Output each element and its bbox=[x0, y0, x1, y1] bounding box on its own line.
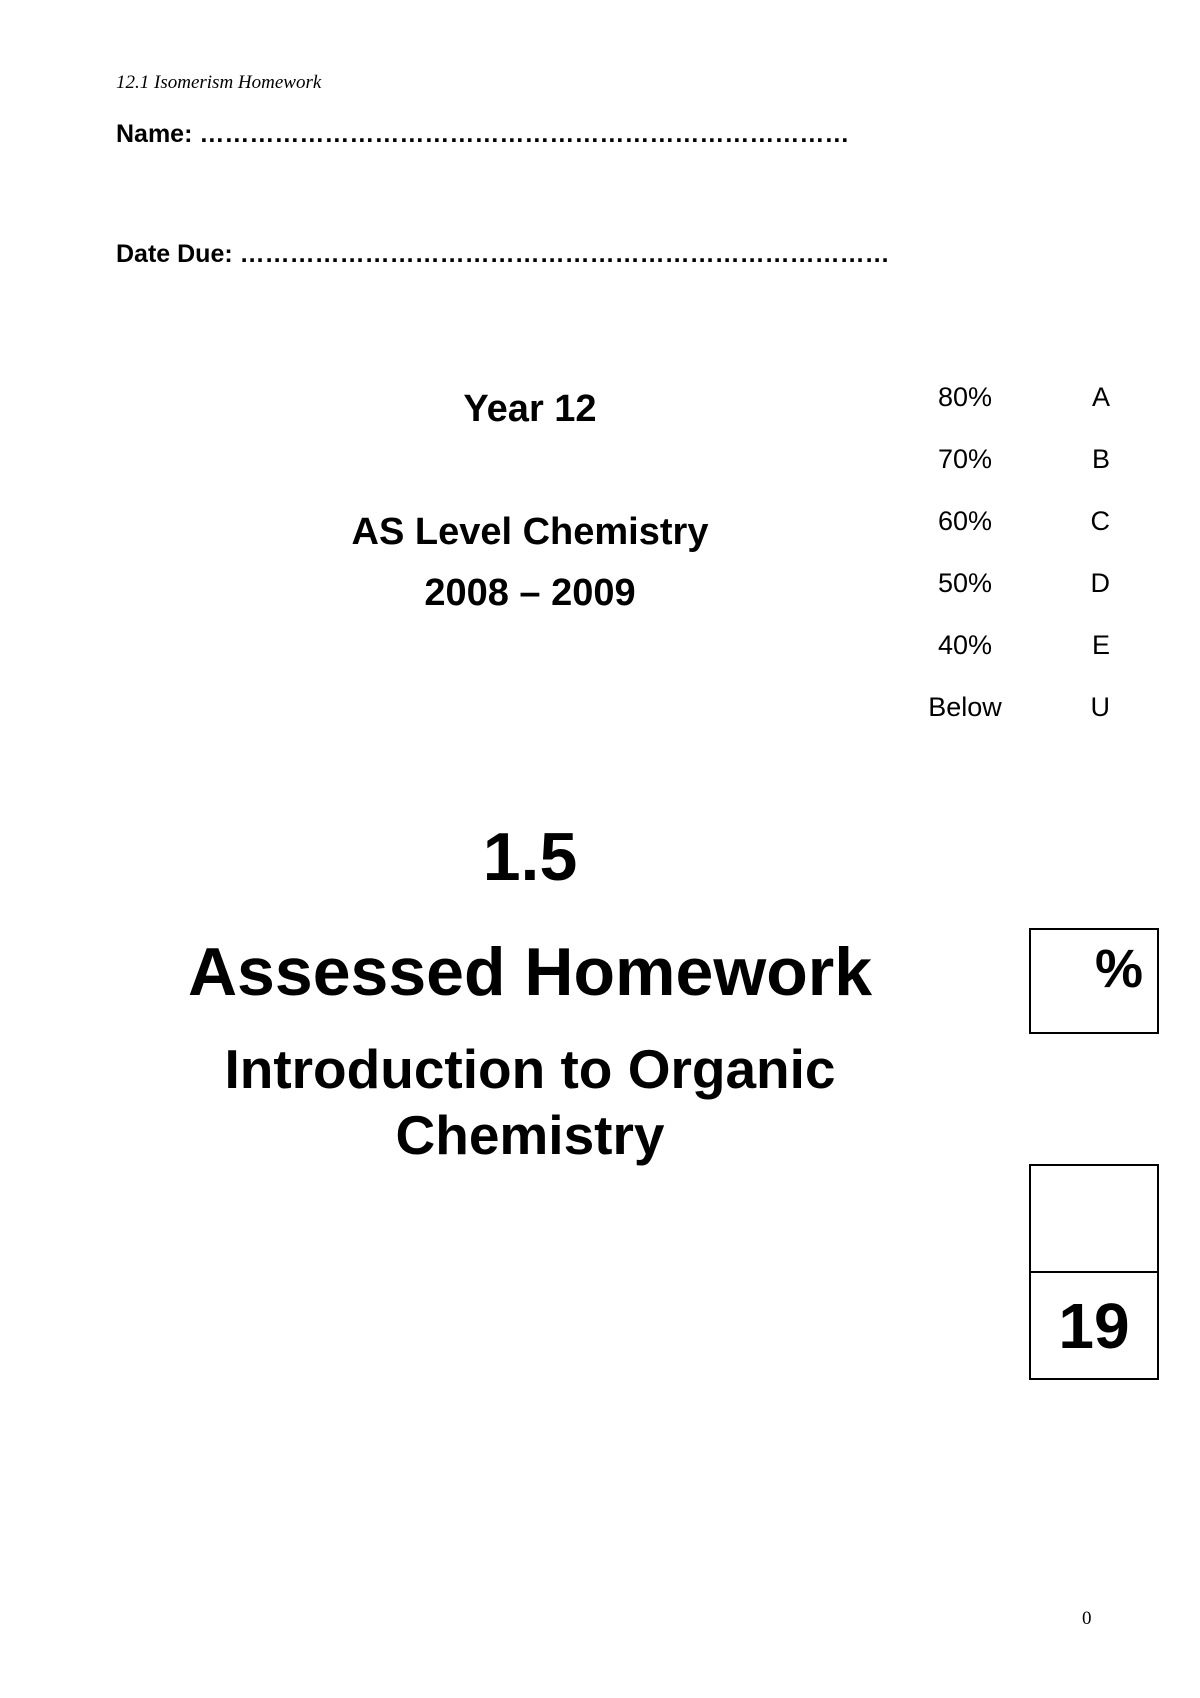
topic-line-1: Introduction to Organic bbox=[224, 1038, 836, 1100]
homework-number: 1.5 bbox=[482, 819, 578, 895]
grade-letter: U bbox=[1090, 692, 1110, 722]
grade-row bbox=[910, 630, 1110, 692]
total-marks: 19 bbox=[1058, 1289, 1130, 1362]
grade-row bbox=[910, 568, 1110, 630]
page-number: 0 bbox=[1082, 1608, 1092, 1629]
grade-percent: 60% bbox=[937, 506, 993, 536]
header-note: 12.1 Isomerism Homework bbox=[116, 72, 322, 93]
academic-year: 2008 – 2009 bbox=[424, 572, 636, 614]
score-box bbox=[1029, 1164, 1159, 1380]
grade-percent: 70% bbox=[937, 444, 993, 474]
grade-row bbox=[910, 382, 1110, 444]
grade-percent: 50% bbox=[937, 568, 993, 598]
grade-boundaries-table bbox=[910, 382, 1110, 754]
homework-title: Assessed Homework bbox=[187, 934, 873, 1010]
grade-percent: Below bbox=[928, 692, 1002, 722]
grade-percent: 80% bbox=[937, 382, 993, 412]
homework-topic bbox=[130, 1036, 930, 1168]
grade-row bbox=[910, 506, 1110, 568]
grade-letter: A bbox=[1091, 382, 1110, 412]
percent-box: % bbox=[1029, 928, 1159, 1034]
grade-letter: B bbox=[1091, 444, 1110, 474]
year-label: Year 12 bbox=[463, 388, 597, 430]
grade-letter: E bbox=[1091, 630, 1110, 660]
name-field: Name: …………………………………………………………………… bbox=[116, 120, 850, 148]
date-due-field: Date Due: …………………………………………………………………… bbox=[116, 240, 890, 268]
score-entry-cell bbox=[1031, 1166, 1157, 1273]
grade-letter: C bbox=[1090, 506, 1110, 536]
topic-line-2: Chemistry bbox=[395, 1104, 665, 1166]
grade-row bbox=[910, 692, 1110, 754]
grade-row bbox=[910, 444, 1110, 506]
grade-letter: D bbox=[1090, 568, 1110, 598]
course-title: AS Level Chemistry bbox=[351, 511, 709, 553]
grade-percent: 40% bbox=[937, 630, 993, 660]
